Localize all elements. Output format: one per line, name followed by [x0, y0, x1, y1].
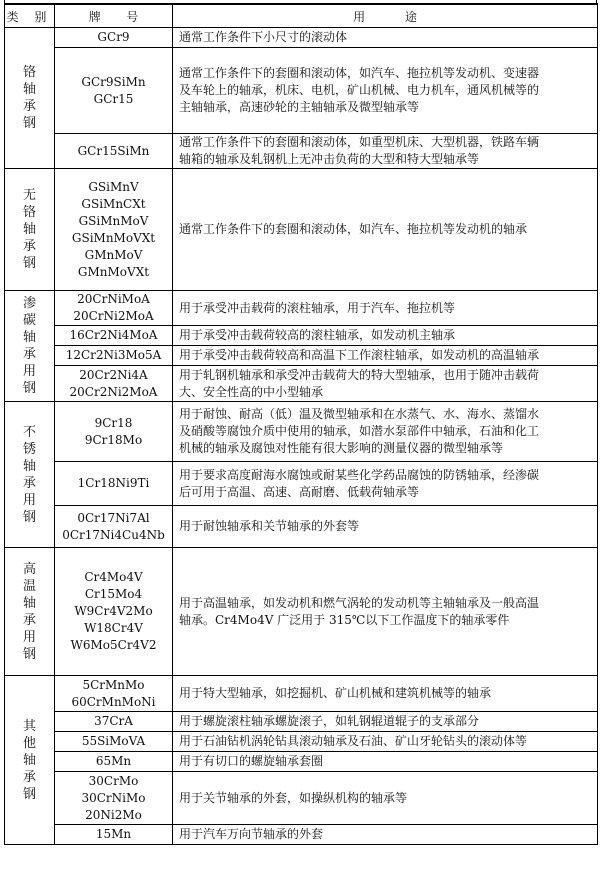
- category-cell: [5, 402, 55, 548]
- use-cell: [173, 28, 598, 48]
- category-char: 轴: [22, 752, 36, 768]
- grade-label: 55SiMoVA: [81, 734, 146, 748]
- grade-label: W18Cr4V: [84, 621, 143, 635]
- category-char: 高: [22, 561, 36, 577]
- category-char: 用: [22, 629, 36, 645]
- category-char: 钢: [22, 786, 36, 802]
- grade-label: GCr9: [97, 30, 130, 44]
- category-char: 钢: [22, 116, 36, 131]
- category-char: 承: [22, 612, 36, 628]
- category-char: 无: [22, 188, 36, 203]
- grade-label: 0Cr17Ni4Cu4Nb: [62, 527, 165, 542]
- use-cell: [173, 134, 598, 169]
- header-category: 类 别: [5, 4, 55, 28]
- use-text: 通常工作条件下小尺寸的滚动体: [179, 30, 348, 44]
- table-row: [5, 772, 598, 825]
- grade-label: Cr4Mo4V: [84, 570, 143, 584]
- category-char: 承: [22, 99, 36, 114]
- table-row: [5, 134, 598, 169]
- category-char: 承: [22, 347, 36, 362]
- grade-label: Cr15Mo4: [84, 587, 143, 601]
- category-char: 钢: [22, 256, 36, 271]
- grade-label: 20CrNiMoA: [77, 292, 150, 306]
- category-char: 铬: [22, 65, 36, 80]
- use-text: 轴承。Cr4Mo4V 广泛用于 315℃以下工作温度下的轴承零件: [179, 612, 510, 627]
- category-char: 轴: [22, 222, 36, 237]
- grade-cell: [55, 676, 173, 712]
- use-cell: [173, 825, 598, 845]
- use-text: 大、安全性高的中小型轴承: [179, 384, 324, 399]
- grade-label: 16Cr2Ni4MoA: [69, 328, 158, 342]
- category-char: 碳: [22, 313, 36, 328]
- use-text: 用于承受冲击载荷较高的滚柱轴承，如发动机主轴承: [179, 328, 456, 342]
- use-text: 用于汽车万向节轴承的外套: [179, 827, 324, 841]
- category-char: 轴: [22, 82, 36, 97]
- use-text: 用于耐蚀轴承和关节轴承的外套等: [179, 519, 360, 533]
- use-text: 主轴轴承，高速砂轮的主轴轴承及微型轴承等: [179, 100, 420, 114]
- use-text: 用于关节轴承的外套，如操纵机构的轴承等: [179, 790, 408, 805]
- grade-label: 20Cr2Ni4A: [79, 367, 148, 382]
- table-header-row: [5, 4, 598, 28]
- use-text: 用于承受冲击载荷较高和高温下工作滚柱轴承，如发动机的高温轴承: [179, 348, 540, 362]
- use-text: 用于承受冲击载荷的滚柱轴承，用于汽车、拖拉机等: [179, 300, 456, 315]
- use-text: 用于耐蚀、耐高（低）温及微型轴承和在水蒸气、水、海水、蒸馏水: [179, 407, 540, 421]
- table-row: [5, 366, 598, 402]
- use-cell: [173, 732, 598, 752]
- grade-cell: [55, 732, 173, 752]
- use-cell: [173, 291, 598, 326]
- grade-label: 0Cr17Ni7Al: [77, 510, 150, 525]
- table-row: [5, 732, 598, 752]
- grade-cell: [55, 326, 173, 346]
- category-char: 用: [22, 364, 36, 379]
- use-text: 机械的轴承及腐蚀对性能有很大影响的测量仪器的微型轴承等: [179, 441, 504, 455]
- use-text: 用于高温轴承，如发动机和燃气涡轮的发动机等主轴轴承及一般高温: [179, 595, 540, 610]
- table-row: [5, 548, 598, 676]
- category-char: 钢: [22, 509, 36, 525]
- grade-label: 15Mn: [95, 827, 132, 841]
- grade-cell: [55, 402, 173, 462]
- grade-label: GCr15: [93, 91, 134, 106]
- grade-label: 12Cr2Ni3Mo5A: [65, 348, 162, 362]
- grade-label: 20Ni2Mo: [85, 807, 142, 822]
- header-grade: 牌 号: [55, 4, 173, 28]
- header-use: 用 途: [173, 4, 598, 28]
- use-text: 后可用于高温、高速、高耐磨、低载荷轴承等: [179, 484, 420, 499]
- category-char: 不: [22, 424, 36, 440]
- grade-label: GSiMnCXt: [81, 196, 146, 211]
- table-row: [5, 825, 598, 845]
- grade-cell: [55, 712, 173, 732]
- use-cell: [173, 712, 598, 732]
- bearing-steel-table-document: [4, 0, 597, 845]
- grade-cell: [55, 169, 173, 291]
- use-cell: [173, 506, 598, 548]
- grade-label: 5CrMnMo: [82, 677, 145, 692]
- use-cell: [173, 169, 598, 291]
- grade-label: GSiMnMoV: [78, 213, 149, 228]
- grade-cell: [55, 752, 173, 772]
- grade-cell: [55, 346, 173, 366]
- table-row: [5, 48, 598, 134]
- category-char: 其: [22, 718, 36, 734]
- use-text: 及硝酸等腐蚀介质中使用的轴承，如潜水泵部件中轴承，石油和化工: [179, 424, 540, 438]
- grade-cell: [55, 48, 173, 134]
- grade-cell: [55, 28, 173, 48]
- grade-cell: [55, 772, 173, 825]
- category-char: 渗: [22, 296, 36, 311]
- use-text: 通常工作条件下的套圈和滚动体，如汽车、拖拉机等发动机、变速器: [179, 66, 540, 80]
- use-text: 用于特大型轴承，如挖掘机、矿山机械和建筑机械等的轴承: [179, 686, 492, 700]
- grade-label: 20CrNi2MoA: [73, 309, 154, 323]
- use-cell: [173, 346, 598, 366]
- grade-cell: [55, 134, 173, 169]
- category-char: 用: [22, 492, 36, 508]
- grade-label: GMnMoVXt: [77, 264, 150, 279]
- use-text: 用于要求高度耐海水腐蚀或耐某些化学药品腐蚀的防锈轴承，经渗碳: [179, 467, 540, 482]
- grade-label: W9Cr4V2Mo: [74, 604, 153, 618]
- bearing-steel-table: [4, 3, 598, 845]
- use-cell: [173, 676, 598, 712]
- category-char: 承: [22, 769, 36, 785]
- category-char: 轴: [22, 458, 36, 474]
- category-char: 钢: [22, 646, 36, 662]
- use-cell: [173, 48, 598, 134]
- grade-label: 30CrMo: [88, 773, 139, 788]
- use-text: 通常工作条件下的套圈和滚动体，如汽车、拖拉机等发动机的轴承: [179, 222, 528, 236]
- table-row: [5, 346, 598, 366]
- grade-label: GSiMnV: [88, 179, 139, 194]
- category-cell: [5, 169, 55, 291]
- category-char: 承: [22, 239, 36, 254]
- category-char: 钢: [22, 381, 36, 396]
- use-cell: [173, 462, 598, 506]
- table-row: [5, 402, 598, 462]
- use-text: 用于轧钢机轴承和承受冲击载荷大的特大型轴承，也用于随冲击载荷: [179, 367, 540, 382]
- grade-label: 9Cr18Mo: [84, 432, 143, 447]
- grade-label: 9Cr18: [94, 415, 133, 430]
- use-text: 通常工作条件下的套圈和滚动体，如重型机床、大型机器，铁路车辆: [179, 135, 540, 149]
- use-text: 用于有切口的螺旋轴承套圈: [179, 754, 324, 768]
- grade-label: 65Mn: [95, 754, 132, 768]
- category-char: 轴: [22, 595, 36, 611]
- grade-label: 20Cr2Ni2MoA: [69, 384, 158, 399]
- category-cell: [5, 28, 55, 169]
- use-text: 及车轮上的轴承，机床、电机，矿山机械、电力机车，通风机械等的: [179, 83, 540, 97]
- category-char: 轴: [22, 330, 36, 345]
- grade-cell: [55, 462, 173, 506]
- use-text: 用于石油钻机涡轮钻具滚动轴承及石油、矿山牙轮钻头的滚动体等: [179, 734, 528, 748]
- table-row: [5, 462, 598, 506]
- grade-cell: [55, 506, 173, 548]
- table-row: [5, 169, 598, 291]
- category-char: 铬: [22, 205, 36, 220]
- category-char: 承: [22, 475, 36, 491]
- grade-label: 1Cr18Ni9Ti: [77, 476, 150, 490]
- grade-label: 60CrMnMoNi: [71, 694, 156, 709]
- category-char: 温: [22, 578, 36, 594]
- grade-cell: [55, 825, 173, 845]
- use-text: 用于螺旋滚柱轴承螺旋滚子，如轧钢辊道辊子的支承部分: [179, 714, 480, 728]
- grade-label: GSiMnMoVXt: [71, 230, 156, 245]
- grade-label: W6Mo5Cr4V2: [70, 638, 157, 652]
- category-cell: [5, 291, 55, 402]
- use-cell: [173, 402, 598, 462]
- table-row: [5, 712, 598, 732]
- category-cell: [5, 676, 55, 845]
- grade-cell: [55, 291, 173, 326]
- use-text: 轴箱的轴承及轧钢机上无冲击负荷的大型和特大型轴承等: [179, 152, 480, 166]
- category-char: 他: [22, 735, 36, 751]
- table-row: [5, 676, 598, 712]
- category-cell: [5, 548, 55, 676]
- grade-label: 37CrA: [94, 714, 133, 728]
- use-cell: [173, 548, 598, 676]
- grade-label: GMnMoV: [84, 247, 143, 262]
- table-row: [5, 326, 598, 346]
- table-row: [5, 506, 598, 548]
- use-cell: [173, 772, 598, 825]
- table-row: [5, 752, 598, 772]
- use-cell: [173, 366, 598, 402]
- grade-label: GCr15SiMn: [77, 143, 150, 158]
- grade-cell: [55, 548, 173, 676]
- table-row: [5, 291, 598, 326]
- table-body: [5, 28, 598, 845]
- grade-label: GCr9SiMn: [81, 74, 146, 89]
- grade-cell: [55, 366, 173, 402]
- table-row: [5, 28, 598, 48]
- grade-label: 30CrNiMo: [81, 790, 146, 805]
- use-cell: [173, 752, 598, 772]
- category-char: 锈: [22, 441, 36, 457]
- use-cell: [173, 326, 598, 346]
